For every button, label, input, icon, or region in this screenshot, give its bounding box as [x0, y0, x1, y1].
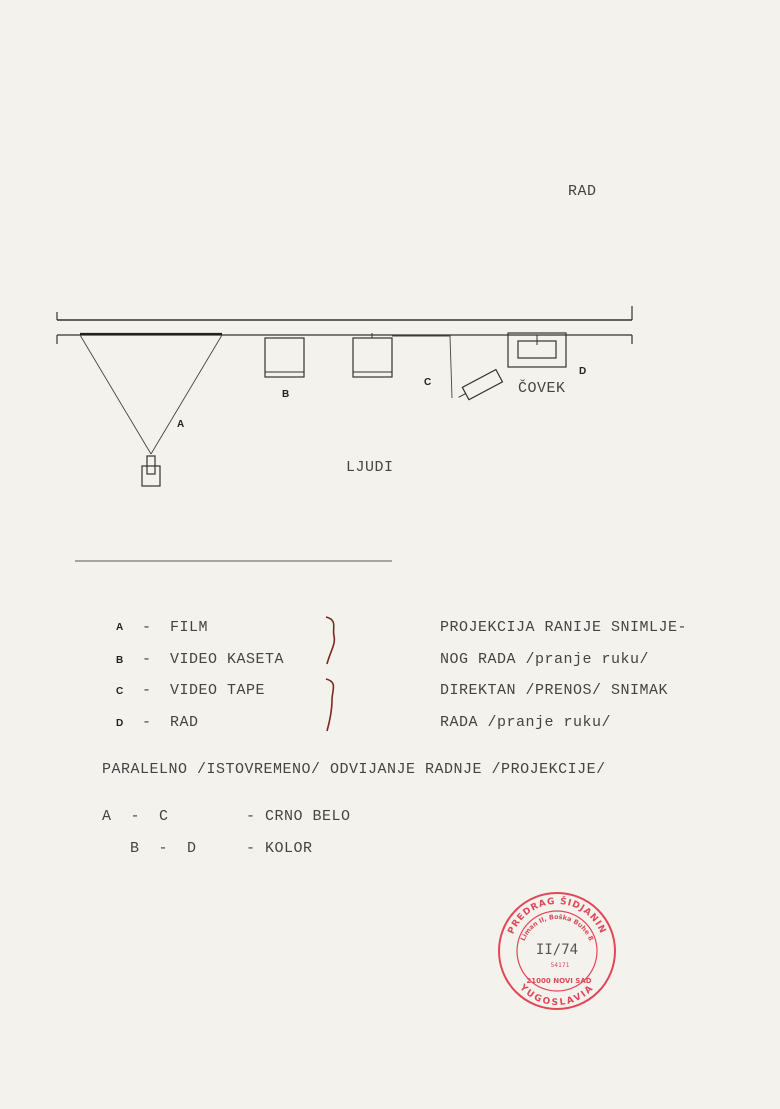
color-pair-ac: A - C	[102, 808, 169, 825]
artist-stamp	[496, 890, 618, 1012]
stamp-inner-text: Liman II, Boška Buhe 8	[518, 912, 596, 943]
projection-ray-left	[80, 335, 151, 454]
legend-text-d: RAD	[170, 714, 199, 731]
camera-cable	[392, 336, 452, 398]
label-b: B	[282, 389, 290, 400]
bracket-upper	[326, 617, 334, 664]
stamp-top-text: PREDRAG ŠIDJANIN	[506, 896, 608, 936]
stamp-date: II/74	[535, 942, 579, 958]
legend-text-c: VIDEO TAPE	[170, 682, 266, 699]
stamp-city: 21000 NOVI SAD	[526, 977, 592, 985]
legend-dash-a: -	[142, 619, 152, 636]
description-line-2: NOG RADA /pranje ruku/	[440, 651, 650, 668]
bracket-lower	[326, 679, 334, 731]
label-covek: ČOVEK	[518, 380, 566, 397]
monitor-b	[265, 338, 304, 377]
label-d: D	[579, 366, 587, 377]
film-projector	[142, 466, 160, 486]
label-ljudi: LJUDI	[346, 459, 394, 476]
label-a: A	[177, 419, 185, 430]
legend-text-b: VIDEO KASETA	[170, 651, 285, 668]
legend-dash-d: -	[142, 714, 152, 731]
projection-ray-right	[151, 335, 222, 454]
legend-text-a: FILM	[170, 619, 209, 636]
legend-key-c: C	[116, 686, 124, 697]
video-camera	[455, 370, 502, 404]
stamp-bottom-text: YUGOSLAVIA	[517, 982, 597, 1009]
legend-key-d: D	[116, 718, 124, 729]
stamp-phone: 54171	[550, 962, 570, 969]
description-line-1: PROJEKCIJA RANIJE SNIMLJE-	[440, 619, 688, 636]
film-projector-lens	[147, 456, 155, 474]
monitor-c	[353, 338, 392, 377]
legend-key-a: A	[116, 622, 124, 633]
paralel-statement: PARALELNO /ISTOVREMENO/ ODVIJANJE RADNJE /PROJEKCIJE/	[102, 761, 606, 778]
label-c: C	[424, 377, 432, 388]
description-line-3: DIREKTAN /PRENOS/ SNIMAK	[440, 682, 669, 699]
color-pair-bd: B - D	[130, 840, 197, 857]
description-line-4: RADA /pranje ruku/	[440, 714, 612, 731]
diagram-title: RAD	[568, 183, 597, 200]
legend-dash-c: -	[142, 682, 152, 699]
color-mode-bw: - CRNO BELO	[246, 808, 351, 825]
legend-key-b: B	[116, 655, 124, 666]
color-mode-color: - KOLOR	[246, 840, 313, 857]
legend-dash-b: -	[142, 651, 152, 668]
